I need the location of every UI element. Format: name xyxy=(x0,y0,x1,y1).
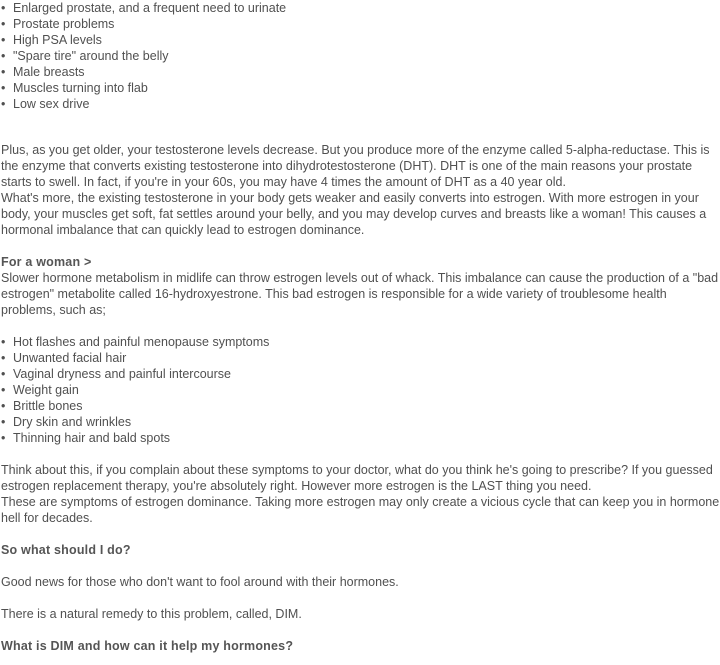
paragraph-doctor: Think about this, if you complain about these symptoms to your doctor, what do you think he's going to prescribe? If you guessed estrogen replacement therapy, you're absolutely right. However more estrogen is the LAST thing you need. xyxy=(1,463,713,493)
list-item-text: Hot flashes and painful menopause symptoms xyxy=(13,335,270,349)
list-item-text: Vaginal dryness and painful intercourse xyxy=(13,367,231,381)
list-item xyxy=(1,32,720,48)
list-item xyxy=(1,414,720,430)
paragraph-aging-men: Plus, as you get older, your testosterone levels decrease. But you produce more of the enzyme called 5-alpha-reductase. This is the enzyme that converts existing testosterone into dihydrotestosterone (DHT). DHT is one of the main reasons your prostate starts to swell. In fact, if you're in your 60s, you may have 4 times the amount of DHT as a 40 year old. xyxy=(1,143,710,189)
paragraph-woman: Slower hormone metabolism in midlife can throw estrogen levels out of whack. This imbalance can cause the production of a "bad estrogen" metabolite called 16-hydroxyestrone. This bad estrogen is responsible for a wide variety of troublesome health problems, such as; xyxy=(1,271,719,317)
bullet: • xyxy=(1,431,6,445)
list-item xyxy=(1,382,720,398)
list-item xyxy=(1,350,720,366)
list-item-text: Weight gain xyxy=(13,383,79,397)
list-item xyxy=(1,64,720,80)
list-item-text: Dry skin and wrinkles xyxy=(13,415,132,429)
bullet: • xyxy=(1,81,6,95)
list-item-text: Low sex drive xyxy=(13,97,90,111)
list-item xyxy=(1,0,720,16)
paragraph-good-news: Good news for those who don't want to fool around with their hormones. xyxy=(1,575,399,589)
heading-what-is-dim: What is DIM and how can it help my hormones? xyxy=(1,639,294,653)
bullet: • xyxy=(1,383,6,397)
list-item-text: Unwanted facial hair xyxy=(13,351,127,365)
list-item xyxy=(1,48,720,64)
bullet: • xyxy=(1,351,6,365)
heading-what-to-do: So what should I do? xyxy=(1,543,131,557)
list-item xyxy=(1,430,720,446)
paragraph-estrogen-men: What's more, the existing testosterone in your body gets weaker and easily converts into estrogen. With more estrogen in your body, your muscles get soft, fat settles around your belly, and you may develop curves and breasts like a woman! This causes a hormonal imbalance that can quickly lead to estrogen dominance. xyxy=(1,191,707,237)
list-item xyxy=(1,366,720,382)
men-symptom-list xyxy=(1,0,720,112)
list-item-text: High PSA levels xyxy=(13,33,102,47)
paragraph-remedy: There is a natural remedy to this problem, called, DIM. xyxy=(1,607,302,621)
bullet: • xyxy=(1,65,6,79)
bullet: • xyxy=(1,415,6,429)
list-item-text: Thinning hair and bald spots xyxy=(13,431,171,445)
heading-for-a-woman: For a woman > xyxy=(1,255,92,269)
list-item xyxy=(1,96,720,112)
list-item-text: Brittle bones xyxy=(13,399,83,413)
bullet: • xyxy=(1,399,6,413)
list-item-text: Prostate problems xyxy=(13,17,115,31)
list-item-text: Muscles turning into flab xyxy=(13,81,148,95)
list-item-text: "Spare tire" around the belly xyxy=(13,49,169,63)
bullet: • xyxy=(1,367,6,381)
list-item xyxy=(1,16,720,32)
bullet: • xyxy=(1,97,6,111)
paragraph-vicious-cycle: These are symptoms of estrogen dominance. Taking more estrogen may only create a vicious cycle that can keep you in hormone hell for decades. xyxy=(1,495,720,525)
list-item-text: Male breasts xyxy=(13,65,85,79)
bullet: • xyxy=(1,17,6,31)
bullet: • xyxy=(1,335,6,349)
list-item-text: Enlarged prostate, and a frequent need to urinate xyxy=(13,1,287,15)
list-item xyxy=(1,334,720,350)
list-item xyxy=(1,80,720,96)
bullet: • xyxy=(1,1,6,15)
women-symptom-list xyxy=(1,334,720,446)
bullet: • xyxy=(1,49,6,63)
bullet: • xyxy=(1,33,6,47)
list-item xyxy=(1,398,720,414)
